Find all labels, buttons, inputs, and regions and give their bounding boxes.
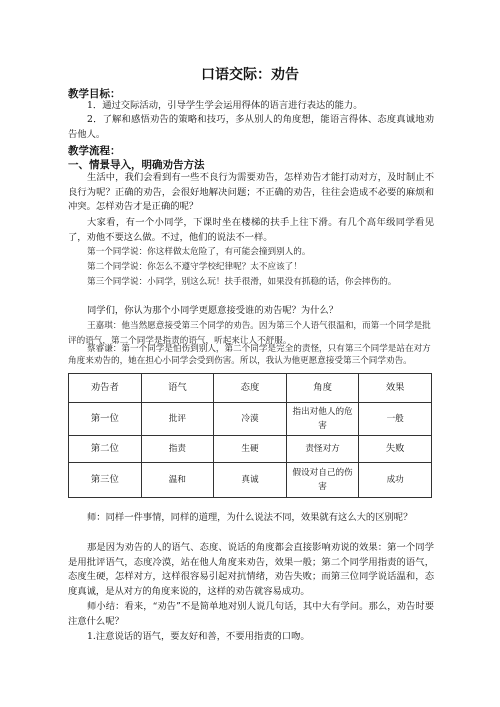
comparison-table: [68, 373, 432, 498]
paragraph-intro: 生活中，我们会看到有一些不良行为需要劝告，怎样劝告才能打动对方，及时制止不良行为呢？正确的劝告，会很好地解决问题；不正确的劝告，往往会造成不必要的麻烦和冲突。怎样劝告才是正确的呢？: [68, 172, 434, 213]
table-header: 态度: [214, 374, 287, 403]
paragraph-cai: 蔡睿谦：第一个同学是怕伤到别人，第二个同学是完全的责怪，只有第三个同学是站在对方角度来劝告的，她在担心小同学会受到伤害。所以，我认为他更愿意接受第三个同学劝告。: [68, 344, 431, 366]
table-cell: 责怪对方: [286, 436, 359, 463]
objective-2: 2．了解和感悟劝告的策略和技巧，多从别人的角度想，能语言得体、态度真诚地劝告他人。: [68, 114, 434, 140]
table-cell: 第三位: [69, 463, 142, 498]
table-cell: 冷漠: [214, 403, 287, 436]
paragraph-scenario: 大家看，有一个小同学，下课时坐在楼梯的扶手上往下滑。有几个高年级同学看见了，劝他不要这么做。不过，他们的说法不一样。: [68, 217, 434, 243]
table-row: [69, 436, 432, 463]
table-header: 角度: [286, 374, 359, 403]
table-cell: 指责: [141, 436, 214, 463]
table-cell: 一般: [359, 403, 432, 436]
table-row: [69, 403, 432, 436]
process-heading: 教学流程：: [68, 145, 121, 157]
table-cell: 失败: [359, 436, 432, 463]
paragraph-question: 同学们，你认为那个小同学更愿意接受谁的劝告呢？为什么？: [87, 305, 339, 316]
table-header: 效果: [359, 374, 432, 403]
paragraph-student-1: 第一个同学说：你这样做太危险了，有可能会撞到别人的。: [87, 247, 311, 257]
paragraph-wang: 王嘉琪：他当然愿意接受第三个同学的劝告。因为第三个人语气很温和，而第一个同学是批评的语气，第二个同学是指责的语气，听起来让人不舒服。: [68, 321, 431, 346]
table-header: 劝告者: [69, 374, 142, 403]
paragraph-teacher-question: 师：同样一件事情，同样的道理，为什么说法不同，效果就有这么大的区别呢？: [87, 512, 413, 523]
objective-1: 1．通过交际活动，引导学生学会运用得体的语言进行表达的能力。: [87, 100, 363, 111]
page-title: 口语交际：劝告: [201, 67, 299, 83]
table-cell: 真诚: [214, 463, 287, 498]
paragraph-student-3: 第三个同学说：小同学，别这么玩！扶手很滑，如果没有抓稳的话，你会摔伤的。: [87, 277, 397, 287]
table-cell: 成功: [359, 463, 432, 498]
objectives-heading: 教学目标：: [68, 88, 121, 100]
table-row: [69, 463, 432, 498]
paragraph-student-2: 第二个同学说：你怎么不遵守学校纪律呢？太不应该了！: [87, 262, 302, 272]
table-cell: 指出对他人的危害: [286, 403, 359, 436]
paragraph-explanation: 那是因为劝告的人的语气、态度、说话的角度都会直接影响劝说的效果：第一个同学是用批评语气，态度冷漠，站在他人角度来劝告，效果一般；第二个同学用指责的语气，态度生硬，怎样对方，这样很容易引起对抗情绪，劝告失败；而第三位同学说话温和，态度真诚，是从对方的角度来说的，这样的劝告就容易成功。: [68, 542, 434, 598]
table-cell: 第二位: [69, 436, 142, 463]
table-cell: 温和: [141, 463, 214, 498]
table-cell: 生硬: [214, 436, 287, 463]
table-header: 语气: [141, 374, 214, 403]
paragraph-summary: 师小结：看来，“劝告”不是简单地对别人说几句话，其中大有学问。那么，劝告时要注意什么呢？: [68, 601, 434, 627]
paragraph-tip-1: 1.注意说话的语气，要友好和善，不要用指责的口吻。: [87, 631, 310, 642]
table-cell: 批评: [141, 403, 214, 436]
table-cell: 第一位: [69, 403, 142, 436]
table-cell: 假设对自己的伤害: [286, 463, 359, 498]
section1-heading: 一、情景导入，明确劝告方法: [68, 159, 205, 171]
